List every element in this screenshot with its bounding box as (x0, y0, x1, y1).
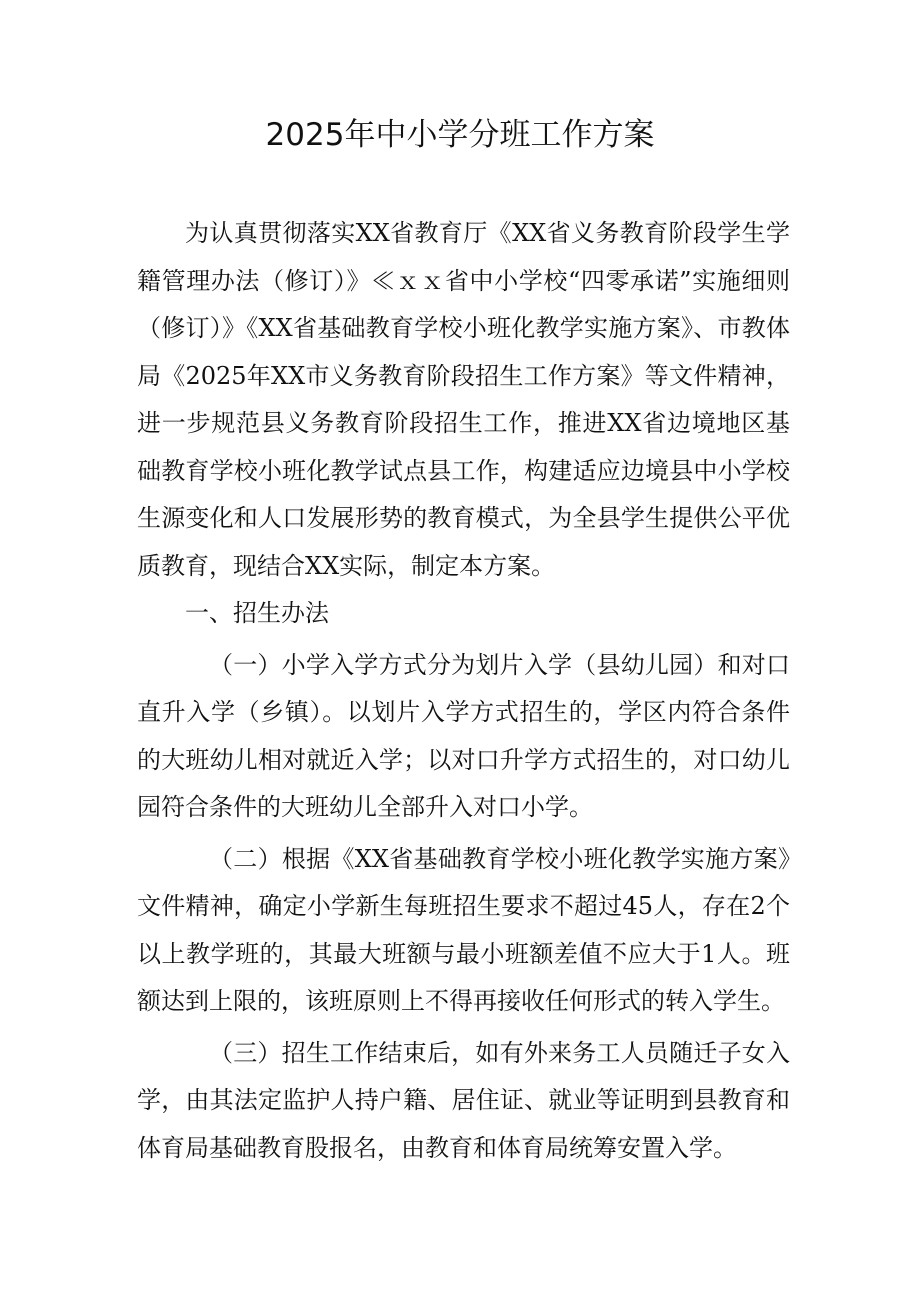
document-body (137, 210, 790, 1172)
item-paragraph-3: （三）招生工作结束后，如有外来务工人员随迁子女入学，由其法定监护人持户籍、居住证、就业等证明到县教育和体育局基础教育股报名，由教育和体育局统筹安置入学。 (137, 1038, 790, 1162)
document-title: 2025年中小学分班工作方案 (265, 117, 655, 153)
section-heading-enrollment: 一、招生办法 (185, 599, 329, 627)
intro-paragraph: 为认真贯彻落实XX省教育厅《XX省义务教育阶段学生学籍管理办法（修订）》≪ｘｘ省中小学校“四零承诺”实施细则（修订）》《XX省基础教育学校小班化教学实施方案》、市教体局《2025年XX市义务教育阶段招生工作方案》等文件精神，进一步规范县义务教育阶段招生工作，推进XX省边境地区基础教育学校小班化教学试点县工作，构建适应边境县中小学校生源变化和人口发展形势的教育模式，为全县学生提供公平优质教育，现结合XX实际，制定本方案。 (137, 219, 790, 580)
item-paragraph-2: （二）根据《XX省基础教育学校小班化教学实施方案》文件精神，确定小学新生每班招生要求不超过45人，存在2个以上教学班的，其最大班额与最小班额差值不应大于1人。班额达到上限的，该班原则上不得再接收任何形式的转入学生。 (137, 844, 790, 1015)
item-paragraph-1: （一）小学入学方式分为划片入学（县幼儿园）和对口直升入学（乡镇）。以划片入学方式招生的，学区内符合条件的大班幼儿相对就近入学；以对口升学方式招生的，对口幼儿园符合条件的大班幼儿全部升入对口小学。 (137, 650, 790, 821)
